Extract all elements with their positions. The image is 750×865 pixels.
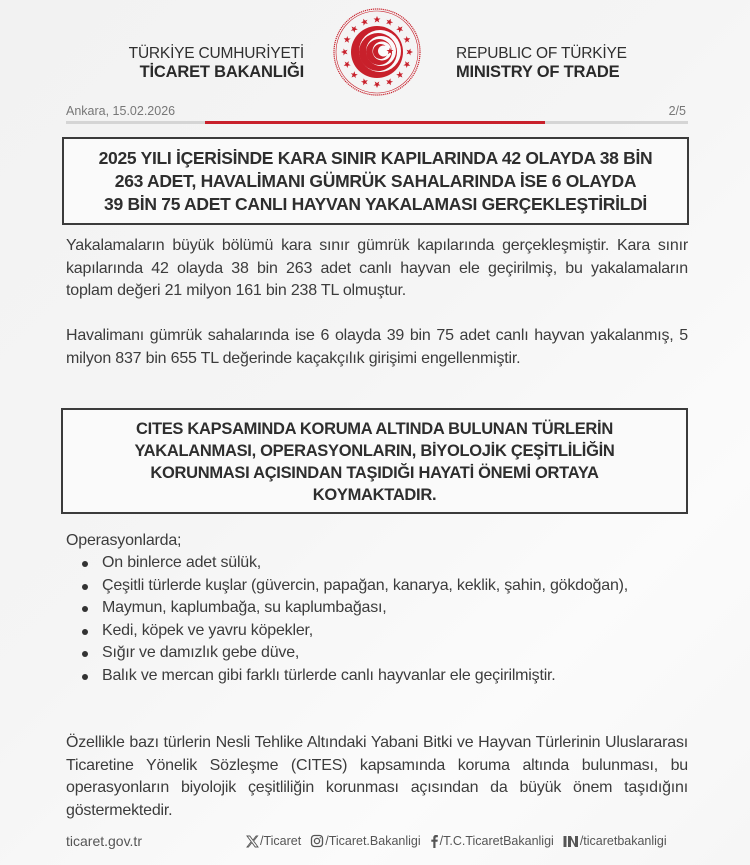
list-item: Maymun, kaplumbağa, su kaplumbağası, bbox=[102, 597, 688, 620]
x-twitter-icon bbox=[246, 835, 259, 848]
headline-line-3: 39 BİN 75 ADET CANLI HAYVAN YAKALAMASI GERÇEKLEŞTİRİLDİ bbox=[104, 194, 647, 214]
headline-line-1: 2025 YILI İÇERİSİNDE KARA SINIR KAPILARINDA 42 OLAYDA 38 BİN bbox=[98, 148, 653, 168]
header-english-title bbox=[456, 44, 627, 82]
header-divider-accent bbox=[205, 121, 545, 124]
list-item: On binlerce adet sülük, bbox=[102, 552, 688, 575]
headline-line-2: 263 ADET, HAVALİMANI GÜMRÜK SAHALARINDA İSE 6 OLAYDA bbox=[114, 171, 637, 191]
header-divider bbox=[66, 121, 688, 124]
bullet-icon bbox=[82, 629, 88, 635]
bullet-icon bbox=[82, 606, 88, 612]
paragraph-land-border: Yakalamaların büyük bölümü kara sınır gümrük kapılarında gerçekleşmiştir. Kara sınır kapılarında 42 olayda 38 bin 263 adet canlı hayvan ele geçirilmiş, bu yakalamaların toplam değeri 21 milyon 161 bin 238 TL olmuştur. bbox=[66, 237, 688, 299]
operations-intro: Operasyonlarda; bbox=[66, 532, 182, 549]
list-item: Kedi, köpek ve yavru köpekler, bbox=[102, 620, 688, 643]
bullet-icon bbox=[82, 674, 88, 680]
paragraph-airport: Havalimanı gümrük sahalarında ise 6 olayda 39 bin 75 adet canlı hayvan yakalanmış, 5 milyon 837 bin 655 TL değerinde kaçakçılık girişimi engellenmiştir. bbox=[66, 327, 688, 367]
header-country-en: REPUBLIC OF TÜRKİYE bbox=[456, 45, 627, 62]
footer-website-link[interactable]: ticaret.gov.tr bbox=[66, 833, 142, 849]
list-item: Sığır ve damızlık gebe düve, bbox=[102, 642, 688, 665]
instagram-icon bbox=[310, 834, 324, 848]
social-x-link[interactable]: /Ticaret bbox=[246, 834, 301, 848]
page-number: 2/5 bbox=[668, 104, 686, 118]
header-turkish-title bbox=[129, 44, 304, 82]
ministry-emblem-icon bbox=[332, 7, 422, 97]
header-ministry-en: MINISTRY OF TRADE bbox=[456, 63, 620, 81]
facebook-icon bbox=[430, 834, 439, 848]
social-facebook-link[interactable]: /T.C.TicaretBakanligi bbox=[430, 834, 554, 848]
social-nsosyal-link[interactable]: /ticaretbakanligi bbox=[563, 834, 667, 848]
nsosyal-icon bbox=[563, 835, 579, 848]
highlight-box bbox=[61, 408, 688, 514]
headline-box bbox=[62, 137, 689, 225]
header-ministry-tr: TİCARET BAKANLIĞI bbox=[139, 63, 304, 81]
list-item: Çeşitli türlerde kuşlar (güvercin, papağan, kanarya, keklik, şahin, gökdoğan), bbox=[102, 575, 688, 598]
footer-socials bbox=[246, 834, 676, 848]
bullet-icon bbox=[82, 584, 88, 590]
dateline: Ankara, 15.02.2026 bbox=[66, 104, 176, 118]
header-country-tr: TÜRKİYE CUMHURİYETİ bbox=[128, 45, 304, 62]
social-instagram-link[interactable]: /Ticaret.Bakanligi bbox=[310, 834, 420, 848]
list-item: Balık ve mercan gibi farklı türlerde canlı hayvanlar ele geçirilmiştir. bbox=[102, 665, 688, 688]
highlight-text: CITES KAPSAMINDA KORUMA ALTINDA BULUNAN TÜRLERİN YAKALANMASI, OPERASYONLARIN, BİYOLOJİK ÇEŞİTLİLİĞİN KORUNMASI AÇISINDAN TAŞIDIĞI HAYATİ ÖNEMİ ORTAYA KOYMAKTADIR. bbox=[134, 420, 615, 504]
seized-items-list bbox=[66, 552, 688, 687]
bullet-icon bbox=[82, 561, 88, 567]
paragraph-cites: Özellikle bazı türlerin Nesli Tehlike Altındaki Yabani Bitki ve Hayvan Türlerinin Uluslararası Ticaretine Yönelik Sözleşme (CITES) kapsamında koruma altında bulunması, bu operasyonların biyolojik çeşitliliğin korunması açısından da büyük önem taşıdığını göstermektedir. bbox=[66, 734, 688, 819]
bullet-icon bbox=[82, 651, 88, 657]
